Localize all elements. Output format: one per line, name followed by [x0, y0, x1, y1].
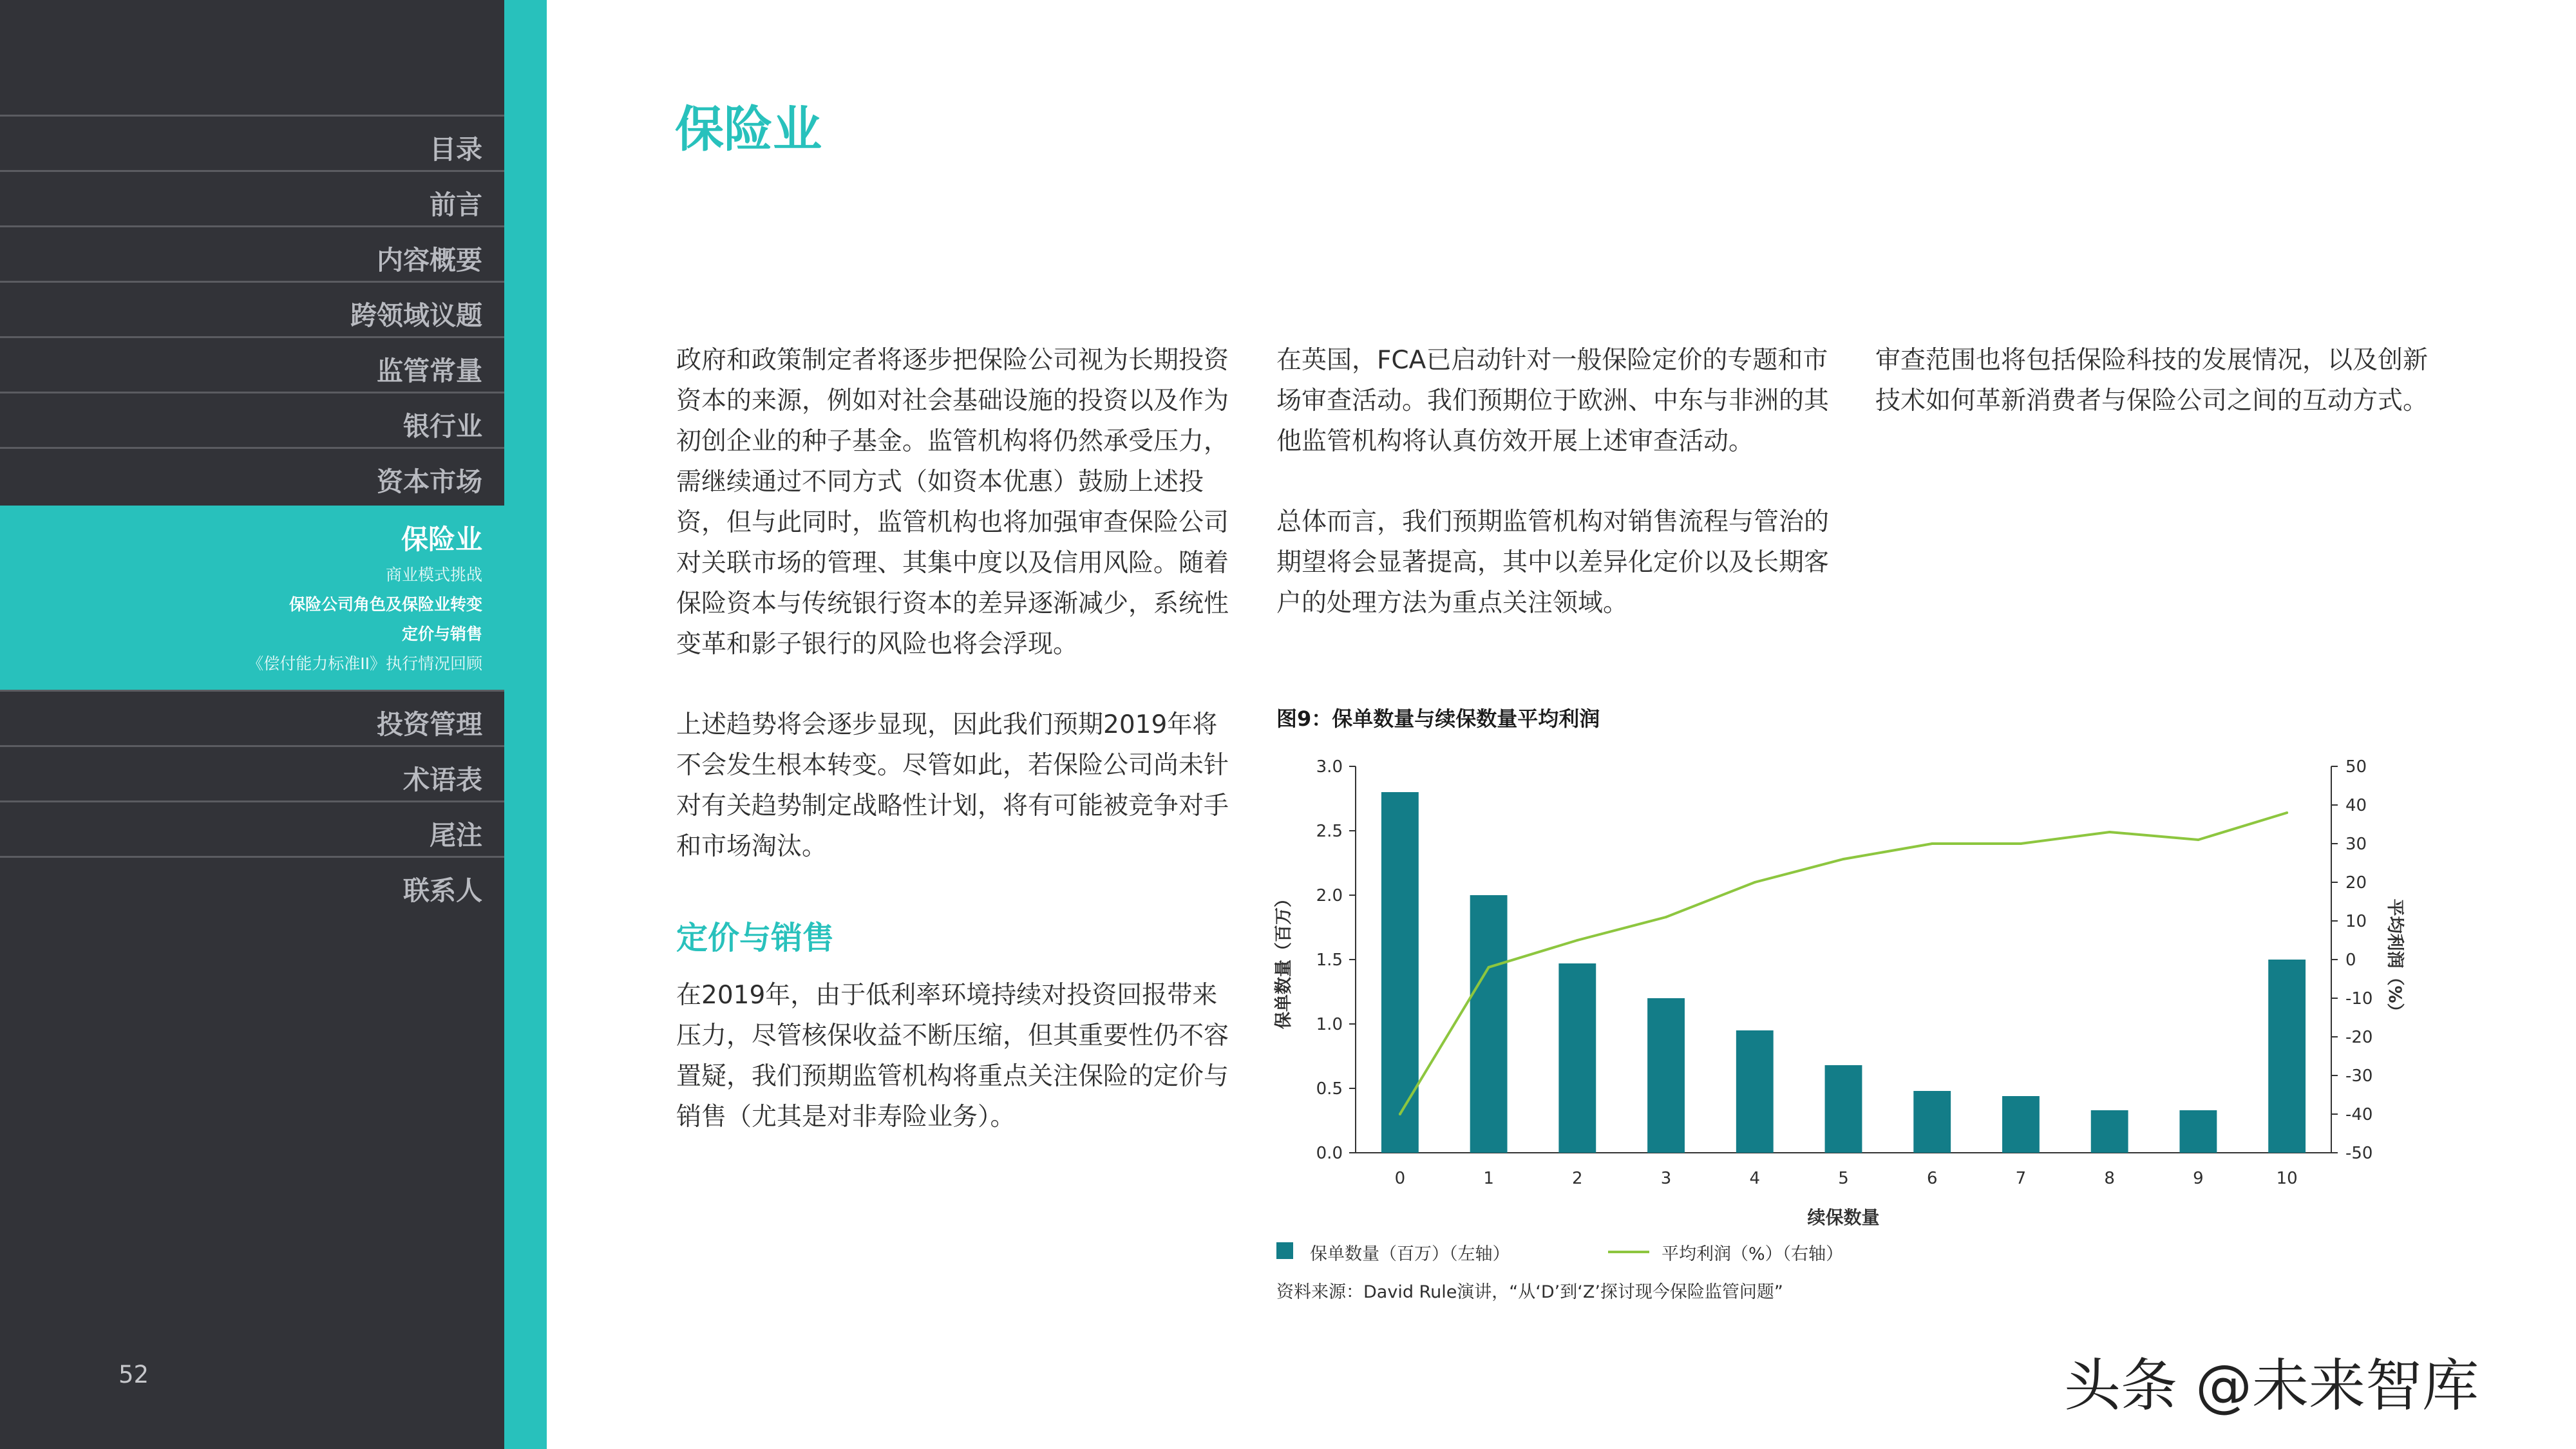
legend-bar-swatch — [1276, 1242, 1293, 1259]
x-axis-label: 续保数量 — [1807, 1207, 1880, 1228]
sidebar-item-label: 跨领域议题 — [350, 300, 482, 331]
legend-bar-label: 保单数量（百万）（左轴） — [1310, 1244, 1510, 1264]
x-tick-label: 4 — [1749, 1169, 1761, 1188]
bar — [2268, 960, 2306, 1153]
bar — [1381, 792, 1419, 1153]
sidebar-item-label: 前言 — [430, 189, 482, 220]
chart — [1262, 741, 2409, 1230]
body-paragraph: 政府和政策制定者将逐步把保险公司视为长期投资资本的来源，例如对社会基础设施的投资以及作为初创企业的种子基金。监管机构将仍然承受压力，需继续通过不同方式（如资本优惠）鼓励上述投资，但与此同时，监管机构也将加强审查保险公司对关联市场的管理、其集中度以及信用风险。随着保险资本与传统银行资本的差异逐渐减少，系统性变革和影子银行的风险也将会浮现。 — [676, 346, 1229, 659]
legend-line-swatch — [1608, 1251, 1649, 1253]
bar — [2091, 1110, 2128, 1153]
sidebar-item-cross-sector[interactable] — [0, 281, 504, 335]
right-axis-label: 平均利润（%） — [2385, 898, 2405, 1021]
sidebar-item-label: 联系人 — [403, 875, 482, 906]
sidebar-subitem-pricing-sales[interactable]: 定价与销售 — [401, 625, 482, 643]
right-tick-label: 0 — [2345, 951, 2356, 970]
x-tick-label: 0 — [1394, 1169, 1406, 1188]
x-tick-label: 9 — [2193, 1169, 2204, 1188]
sidebar-item-investment-mgmt[interactable] — [0, 690, 504, 744]
right-tick-label: 50 — [2345, 757, 2367, 777]
line-point — [1576, 939, 1578, 942]
right-tick-label: -50 — [2345, 1144, 2373, 1163]
sidebar-item-insurance[interactable] — [0, 506, 504, 690]
sidebar-subitem-business-model[interactable]: 商业模式挑战 — [385, 565, 482, 584]
left-axis-label: 保单数量（百万） — [1274, 890, 1294, 1029]
left-tick-label: 1.0 — [1316, 1015, 1343, 1034]
sidebar-subitem-solvency-ii[interactable]: 《偿付能力标准II》执行情况回顾 — [247, 654, 482, 673]
sidebar-item-contents[interactable] — [0, 115, 504, 169]
watermark: 头条 @未来智库 — [2064, 1352, 2479, 1419]
x-tick-label: 3 — [1660, 1169, 1672, 1188]
sidebar-item-label: 监管常量 — [377, 355, 482, 386]
bar — [1558, 963, 1596, 1153]
bar — [1470, 895, 1508, 1153]
sidebar-item-contacts[interactable] — [0, 856, 504, 910]
sidebar-item-label: 术语表 — [403, 764, 482, 795]
line-point — [2108, 831, 2111, 833]
body-paragraph: 总体而言，我们预期监管机构对销售流程与管治的期望将会显著提高，其中以差异化定价以及长期客户的处理方法为重点关注领域。 — [1276, 507, 1830, 618]
x-tick-label: 5 — [1838, 1169, 1849, 1188]
x-tick-label: 10 — [2276, 1169, 2298, 1188]
line-point — [1842, 858, 1845, 860]
sidebar-item-banking[interactable] — [0, 392, 504, 446]
right-tick-label: -20 — [2345, 1028, 2373, 1047]
left-tick-label: 3.0 — [1316, 757, 1343, 777]
sidebar-subitem-insurer-role[interactable]: 保险公司角色及保险业转变 — [289, 595, 482, 614]
x-tick-label: 2 — [1572, 1169, 1583, 1188]
line-point — [1665, 916, 1667, 918]
legend-line-label: 平均利润（%）（右轴） — [1662, 1244, 1844, 1264]
right-tick-label: 20 — [2345, 873, 2367, 893]
line-point — [2020, 842, 2022, 845]
body-paragraph: 审查范围也将包括保险科技的发展情况，以及创新技术如何革新消费者与保险公司之间的互动方式。 — [1875, 346, 2429, 415]
body-paragraph: 上述趋势将会逐步显现，因此我们预期2019年将不会发生根本转变。尽管如此，若保险公司尚未针对有关趋势制定战略性计划，将有可能被竞争对手和市场淘汰。 — [676, 710, 1229, 861]
left-tick-label: 1.5 — [1316, 951, 1343, 970]
sidebar-item-label: 内容概要 — [377, 245, 482, 276]
bar — [1647, 998, 1685, 1153]
right-tick-label: 30 — [2345, 835, 2367, 854]
bar — [2179, 1110, 2217, 1153]
line-point — [2197, 838, 2199, 841]
accent-strip — [504, 0, 547, 1449]
bar — [1913, 1091, 1951, 1153]
figure-title: 图9：保单数量与续保数量平均利润 — [1276, 706, 1600, 731]
line-point — [1931, 842, 1933, 845]
sidebar-item-capital-markets[interactable] — [0, 447, 504, 501]
right-tick-label: -40 — [2345, 1105, 2373, 1124]
left-tick-label: 0.5 — [1316, 1079, 1343, 1099]
sidebar-item-label: 银行业 — [403, 411, 482, 442]
right-tick-label: -30 — [2345, 1066, 2373, 1086]
left-tick-label: 0.0 — [1316, 1144, 1343, 1163]
x-tick-label: 8 — [2104, 1169, 2115, 1188]
right-tick-label: 40 — [2345, 796, 2367, 815]
sidebar-item-glossary[interactable] — [0, 745, 504, 799]
bar — [2002, 1096, 2040, 1153]
sidebar-item-label: 资本市场 — [377, 466, 482, 497]
bar — [1825, 1065, 1862, 1153]
sidebar-item-summary[interactable] — [0, 225, 504, 279]
section-heading: 定价与销售 — [676, 920, 835, 956]
left-tick-label: 2.0 — [1316, 886, 1343, 905]
right-tick-label: 10 — [2345, 912, 2367, 931]
x-tick-label: 1 — [1483, 1169, 1494, 1188]
body-paragraph: 在英国，FCA已启动针对一般保险定价的专题和市场审查活动。我们预期位于欧洲、中东与非洲的其他监管机构将认真仿效开展上述审查活动。 — [1276, 346, 1830, 456]
page-title: 保险业 — [675, 100, 822, 158]
sidebar-item-label: 保险业 — [401, 524, 482, 555]
right-tick-label: -10 — [2345, 989, 2373, 1009]
x-tick-label: 6 — [1926, 1169, 1938, 1188]
sidebar-item-endnotes[interactable] — [0, 800, 504, 855]
line-point — [1754, 881, 1756, 884]
x-tick-label: 7 — [2015, 1169, 2027, 1188]
sidebar-item-label: 投资管理 — [377, 709, 482, 740]
line-point — [1488, 966, 1490, 969]
page-number: 52 — [118, 1361, 149, 1388]
line-point — [1399, 1113, 1401, 1115]
sidebar-item-label: 尾注 — [430, 820, 482, 851]
body-paragraph: 在2019年，由于低利率环境持续对投资回报带来压力，尽管核保收益不断压缩，但其重要性仍不容置疑，我们预期监管机构将重点关注保险的定价与销售（尤其是对非寿险业务）。 — [676, 981, 1229, 1132]
bar — [1736, 1030, 1774, 1153]
sidebar-item-foreword[interactable] — [0, 170, 504, 224]
figure-source: 资料来源：David Rule演讲，“从‘D’到‘Z’探讨现今保险监管问题” — [1276, 1282, 1783, 1302]
sidebar-item-regulatory-constants[interactable] — [0, 336, 504, 390]
sidebar-item-label: 目录 — [430, 134, 482, 165]
line-point — [2286, 811, 2288, 814]
left-tick-label: 2.5 — [1316, 822, 1343, 841]
